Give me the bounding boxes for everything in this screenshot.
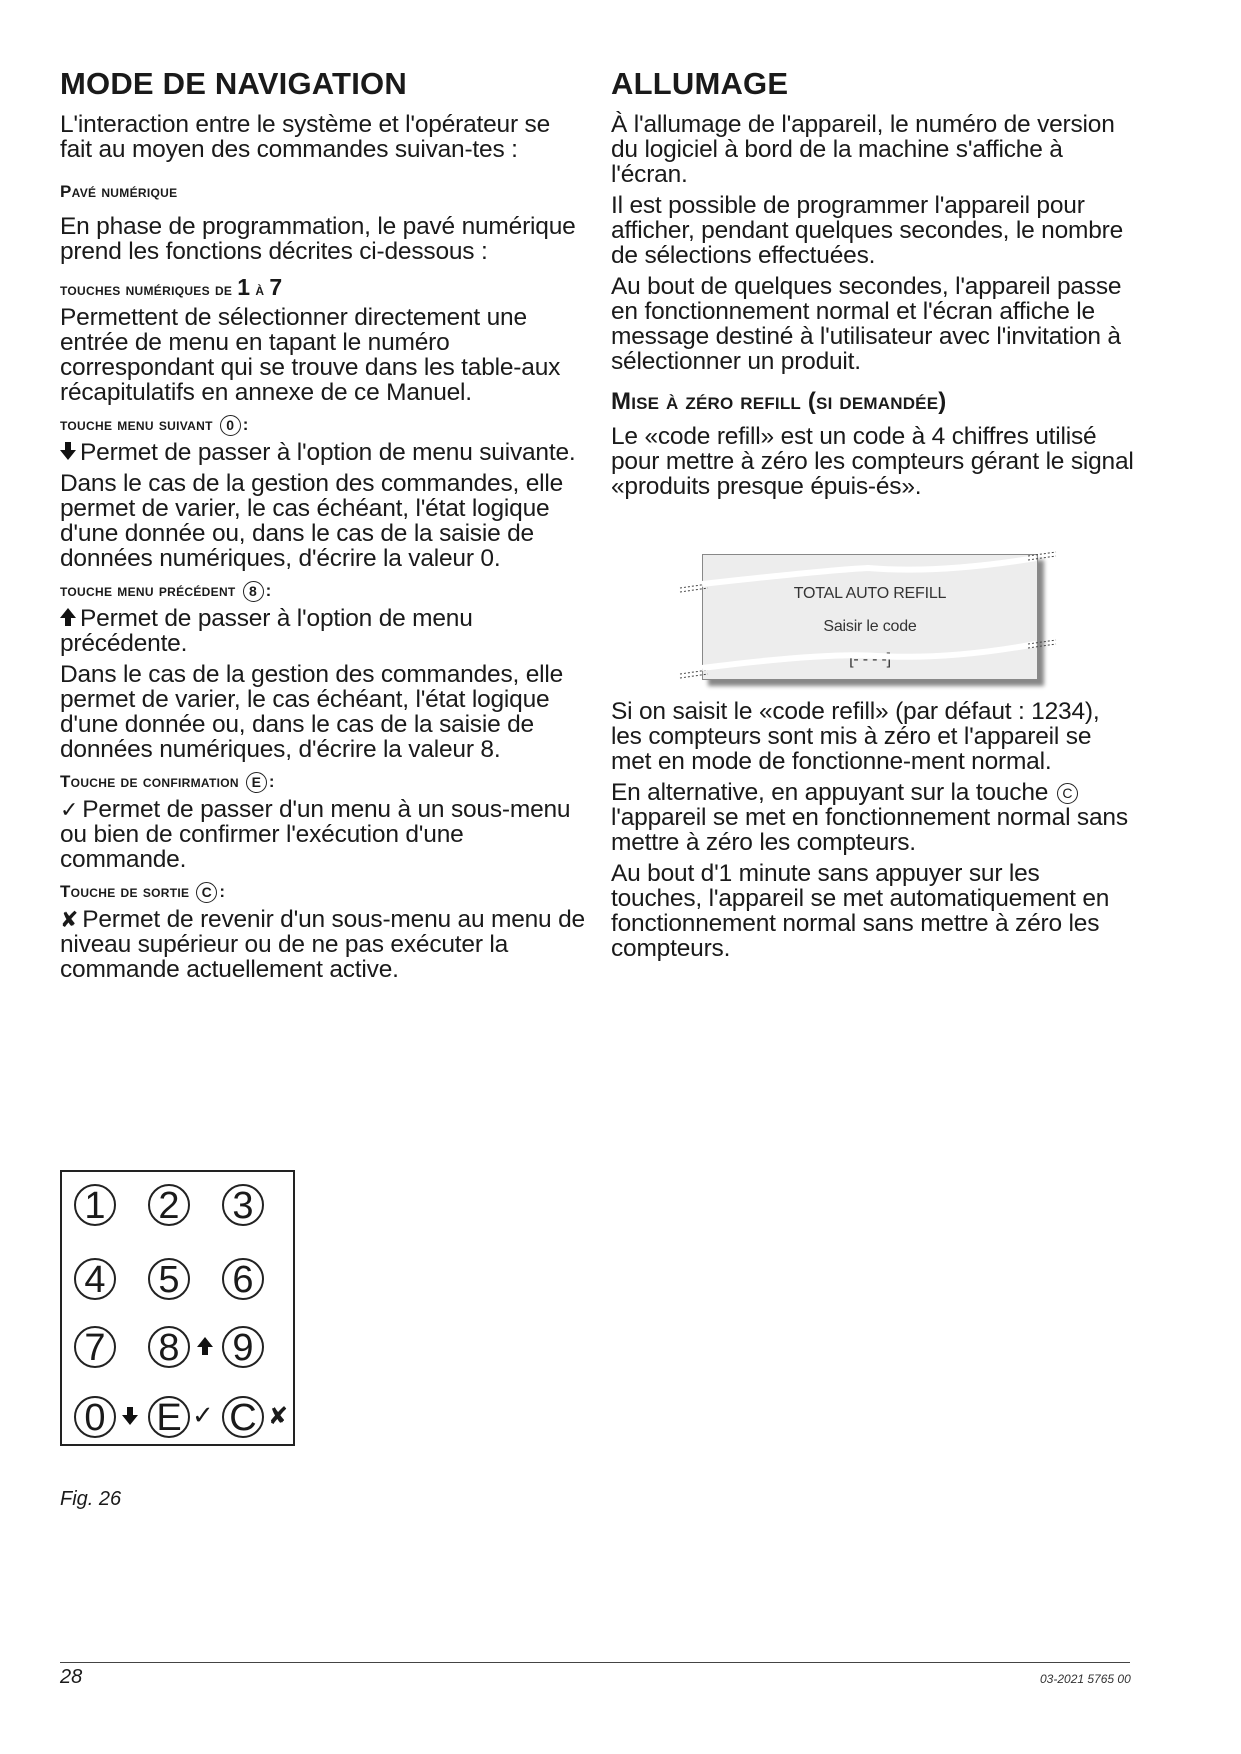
refill-paragraph-2: Si on saisit le «code refill» (par défaut : 1234), les compteurs sont mis à zéro et l'appareil se met en mode de fonctionne-ment normal. <box>611 698 1100 775</box>
section-title-allumage: ALLUMAGE <box>611 66 789 101</box>
left-column <box>60 60 585 988</box>
checkmark-icon: ✓ <box>60 797 79 823</box>
intro-paragraph: L'interaction entre le système et l'opérateur se fait au moyen des commandes suivan-tes : <box>60 111 551 163</box>
numeric-keys-paragraph: Permettent de sélectionner directement une entrée de menu en tapant le numéro correspondant qui se trouve dans les table-aux récapitulatifs en annexe de ce Manuel. <box>60 304 561 406</box>
display-line-3: [- - - -] <box>849 651 891 668</box>
display-line-2: Saisir le code <box>823 618 917 635</box>
next-menu-paragraph-2: Dans le cas de la gestion des commandes, elle permet de varier, le cas échéant, l'état logique d'une donnée ou, dans le cas de la saisie de données numériques, d'écrire la valeur 0. <box>60 470 564 573</box>
allumage-paragraph-1: À l'allumage de l'appareil, le numéro de version du logiciel à bord de la machine s'affiche à l'écran. <box>611 111 1115 188</box>
arrow-up-icon <box>197 1336 213 1362</box>
keypad-key-6: 6 <box>222 1258 264 1300</box>
key-8-icon: 8 <box>243 581 264 602</box>
next-menu-paragraph-1: Permet de passer à l'option de menu suivante. <box>60 440 585 465</box>
cross-icon: ✘ <box>268 1403 289 1430</box>
prev-menu-paragraph-1: Permet de passer à l'option de menu précédente. <box>60 605 473 658</box>
prev-menu-heading: touche menu précédent 8 : <box>60 581 585 602</box>
cross-icon: ✘ <box>60 907 79 933</box>
checkmark-icon: ✓ <box>192 1400 214 1430</box>
keypad-key-4: 4 <box>74 1258 116 1300</box>
keypad-key-2: 2 <box>148 1184 190 1226</box>
document-reference: 03-2021 5765 00 <box>1040 1672 1131 1686</box>
keypad-key-5: 5 <box>148 1258 190 1300</box>
torn-edges-decoration <box>678 548 1058 688</box>
keypad-key-9: 9 <box>222 1326 264 1368</box>
numeric-keys-heading: touches numériques de 1 à 7 <box>60 274 283 300</box>
keypad-key-8: 8 <box>148 1326 190 1368</box>
figure-caption: Fig. 26 <box>60 1488 122 1510</box>
refill-paragraph-3: En alternative, en appuyant sur la touche C l'appareil se met en fonctionnement normal sans mettre à zéro les compteurs. <box>611 779 1128 856</box>
allumage-paragraph-3: Au bout de quelques secondes, l'appareil passe en fonctionnement normal et l'écran affiche le message destiné à l'utilisateur avec l'invitation à sélectionner un produit. <box>611 273 1122 375</box>
right-column <box>611 60 1136 967</box>
keypad-heading: Pavé numérique <box>60 182 178 201</box>
allumage-paragraph-2: Il est possible de programmer l'appareil pour afficher, pendant quelques secondes, le nombre de sélections effectuées. <box>611 192 1124 269</box>
prev-menu-paragraph-2: Dans le cas de la gestion des commandes, elle permet de varier, le cas échéant, l'état logique d'une donnée ou, dans le cas de la saisie de données numériques, d'écrire la valeur 8. <box>60 661 564 764</box>
keypad-key-c: C <box>222 1396 264 1438</box>
arrow-down-icon <box>60 440 76 465</box>
keypad-figure <box>60 1170 295 1446</box>
key-c-icon: C <box>1057 783 1078 804</box>
display-illustration <box>678 548 1058 688</box>
section-title-navigation: MODE DE NAVIGATION <box>60 66 407 101</box>
confirm-heading: Touche de confirmation E : <box>60 772 585 793</box>
refill-paragraph-1: Le «code refill» est un code à 4 chiffres utilisé pour mettre à zéro les compteurs gérant le signal «produits presque épuis-és». <box>611 423 1134 500</box>
page-number: 28 <box>60 1666 83 1688</box>
keypad-key-1: 1 <box>74 1184 116 1226</box>
key-c-icon: C <box>196 882 217 903</box>
keypad-key-0: 0 <box>74 1396 116 1438</box>
display-line-1: TOTAL AUTO REFILL <box>793 585 947 602</box>
arrow-down-icon <box>122 1406 138 1432</box>
refill-heading: Mise à zéro refill (si demandée) <box>611 388 947 415</box>
keypad-paragraph: En phase de programmation, le pavé numérique prend les fonctions décrites ci-dessous : <box>60 213 576 265</box>
confirm-paragraph: ✓ Permet de passer d'un menu à un sous-menu ou bien de confirmer l'exécution d'une commande. <box>60 796 571 874</box>
keypad-key-3: 3 <box>222 1184 264 1226</box>
exit-paragraph: ✘ Permet de revenir d'un sous-menu au menu de niveau supérieur ou de ne pas exécuter la commande actuellement active. <box>60 906 585 984</box>
exit-heading: Touche de sortie C : <box>60 882 585 903</box>
refill-paragraph-4: Au bout d'1 minute sans appuyer sur les touches, l'appareil se met automatiquement en fonctionnement normal sans mettre à zéro les compteurs. <box>611 860 1110 962</box>
footer-rule <box>60 1662 1130 1663</box>
arrow-up-icon <box>60 606 76 631</box>
key-0-icon: 0 <box>220 415 241 436</box>
next-menu-heading: touche menu suivant 0 : <box>60 415 585 436</box>
keypad-key-7: 7 <box>74 1326 116 1368</box>
key-e-icon: E <box>246 772 267 793</box>
keypad-key-e: E <box>148 1396 190 1438</box>
